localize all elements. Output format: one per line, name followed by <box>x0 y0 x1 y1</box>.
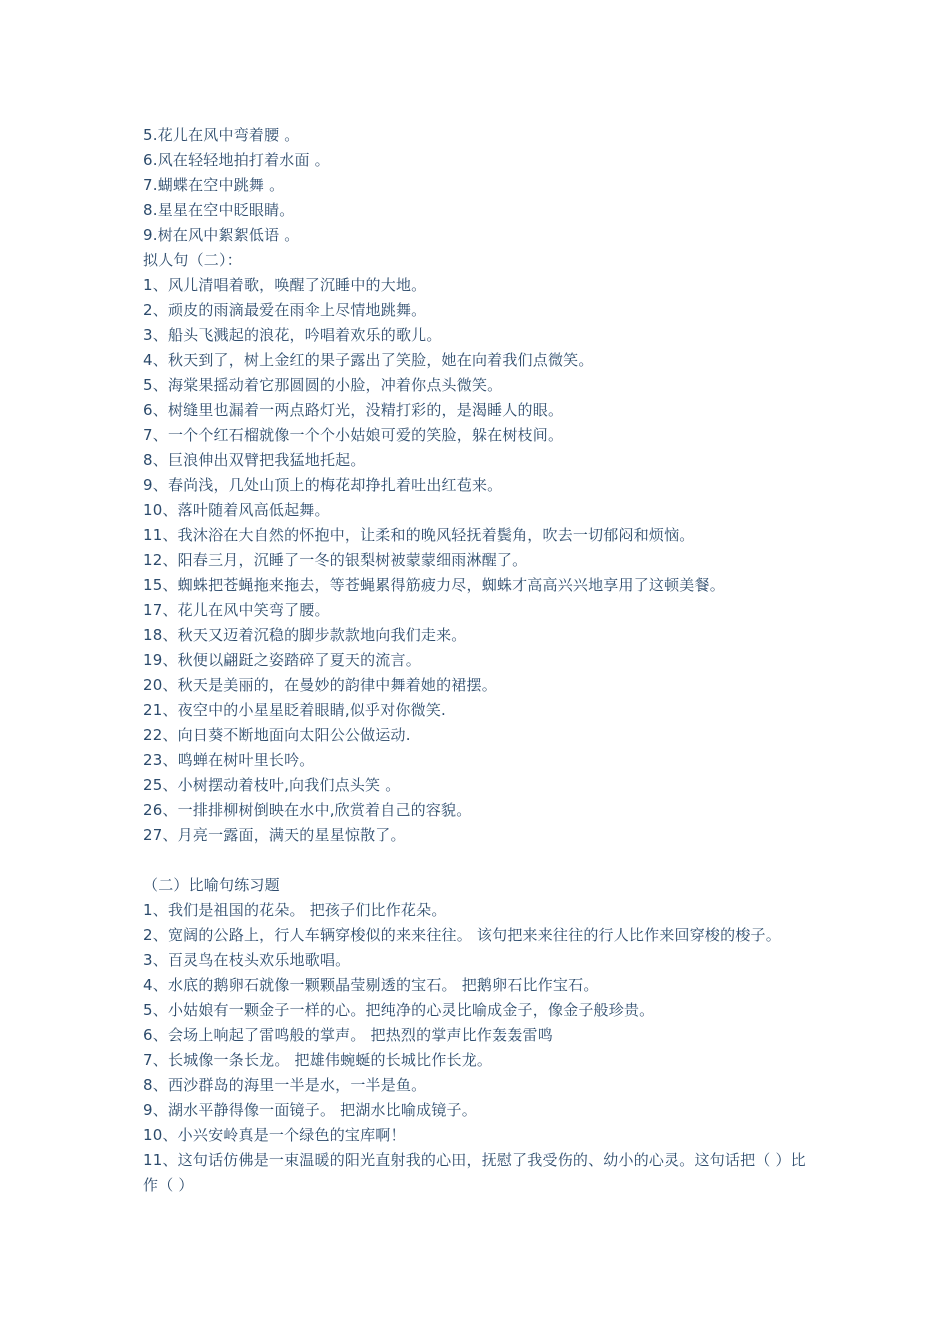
list-item: 20、秋天是美丽的，在曼妙的韵律中舞着她的裙摆。 <box>143 676 497 694</box>
list-item: 17、花儿在风中笑弯了腰。 <box>143 601 330 619</box>
list-item: 11、我沐浴在大自然的怀抱中，让柔和的晚风轻抚着鬓角，吹去一切郁闷和烦恼。 <box>143 526 695 544</box>
list-item: 22、向日葵不断地面向太阳公公做运动. <box>143 726 411 744</box>
list-item: 15、蜘蛛把苍蝇拖来拖去，等苍蝇累得筋疲力尽，蜘蛛才高高兴兴地享用了这顿美餐。 <box>143 576 725 594</box>
document-body <box>143 123 813 1198</box>
list-item: 9、春尚浅，几处山顶上的梅花却挣扎着吐出红苞来。 <box>143 476 503 494</box>
list-item: 7、一个个红石榴就像一个个小姑娘可爱的笑脸，躲在树枝间。 <box>143 426 564 444</box>
list-item: 18、秋天又迈着沉稳的脚步款款地向我们走来。 <box>143 626 467 644</box>
list-item: 4、水底的鹅卵石就像一颗颗晶莹剔透的宝石。 把鹅卵石比作宝石。 <box>143 976 599 994</box>
list-item: 7、长城像一条长龙。 把雄伟蜿蜒的长城比作长龙。 <box>143 1051 493 1069</box>
list-item: 9.树在风中絮絮低语 。 <box>143 226 300 244</box>
list-item: 8、西沙群岛的海里一半是水，一半是鱼。 <box>143 1076 427 1094</box>
list-item: 5、海棠果摇动着它那圆圆的小脸，冲着你点头微笑。 <box>143 376 503 394</box>
list-item: 26、一排排柳树倒映在水中,欣赏着自己的容貌。 <box>143 801 472 819</box>
list-item: 25、小树摆动着枝叶,向我们点头笑 。 <box>143 776 401 794</box>
list-item: 6.风在轻轻地拍打着水面 。 <box>143 151 330 169</box>
list-item: 3、船头飞溅起的浪花，吟唱着欢乐的歌儿。 <box>143 326 442 344</box>
list-item: 10、落叶随着风高低起舞。 <box>143 501 330 519</box>
list-item: 1、我们是祖国的花朵。 把孩子们比作花朵。 <box>143 901 447 919</box>
list-item: 8.星星在空中眨眼睛。 <box>143 201 295 219</box>
list-item: 8、巨浪伸出双臂把我猛地托起。 <box>143 451 366 469</box>
list-item: 10、小兴安岭真是一个绿色的宝库啊！ <box>143 1126 406 1144</box>
list-item: 2、宽阔的公路上，行人车辆穿梭似的来来往往。 该句把来来往往的行人比作来回穿梭的梭子。 <box>143 926 781 944</box>
list-item: 12、阳春三月，沉睡了一冬的银梨树被蒙蒙细雨淋醒了。 <box>143 551 528 569</box>
list-item: 21、夜空中的小星星眨着眼睛,似乎对你微笑. <box>143 701 447 719</box>
list-item: 2、顽皮的雨滴最爱在雨伞上尽情地跳舞。 <box>143 301 427 319</box>
list-item: 11、这句话仿佛是一束温暖的阳光直射我的心田，抚慰了我受伤的、幼小的心灵。这句话把（ ）比作（ ） <box>143 1151 806 1194</box>
section-heading-personification: 拟人句（二）： <box>143 251 242 269</box>
section-heading-metaphor: （二）比喻句练习题 <box>143 876 280 894</box>
list-item: 4、秋天到了，树上金红的果子露出了笑脸，她在向着我们点微笑。 <box>143 351 594 369</box>
list-item: 9、湖水平静得像一面镜子。 把湖水比喻成镜子。 <box>143 1101 477 1119</box>
list-item: 27、月亮一露面，满天的星星惊散了。 <box>143 826 406 844</box>
list-item: 23、鸣蝉在树叶里长吟。 <box>143 751 315 769</box>
list-item: 7.蝴蝶在空中跳舞 。 <box>143 176 285 194</box>
list-item: 1、风儿清唱着歌，唤醒了沉睡中的大地。 <box>143 276 427 294</box>
spacer <box>143 848 813 873</box>
list-item: 6、树缝里也漏着一两点路灯光，没精打彩的，是渴睡人的眼。 <box>143 401 564 419</box>
list-item: 5、小姑娘有一颗金子一样的心。把纯净的心灵比喻成金子，像金子般珍贵。 <box>143 1001 655 1019</box>
list-item: 3、百灵鸟在枝头欢乐地歌唱。 <box>143 951 351 969</box>
list-item: 5.花儿在风中弯着腰 。 <box>143 126 300 144</box>
list-item: 19、秋便以翩跹之姿踏碎了夏天的流言。 <box>143 651 421 669</box>
list-item: 6、会场上响起了雷鸣般的掌声。 把热烈的掌声比作轰轰雷鸣 <box>143 1026 553 1044</box>
